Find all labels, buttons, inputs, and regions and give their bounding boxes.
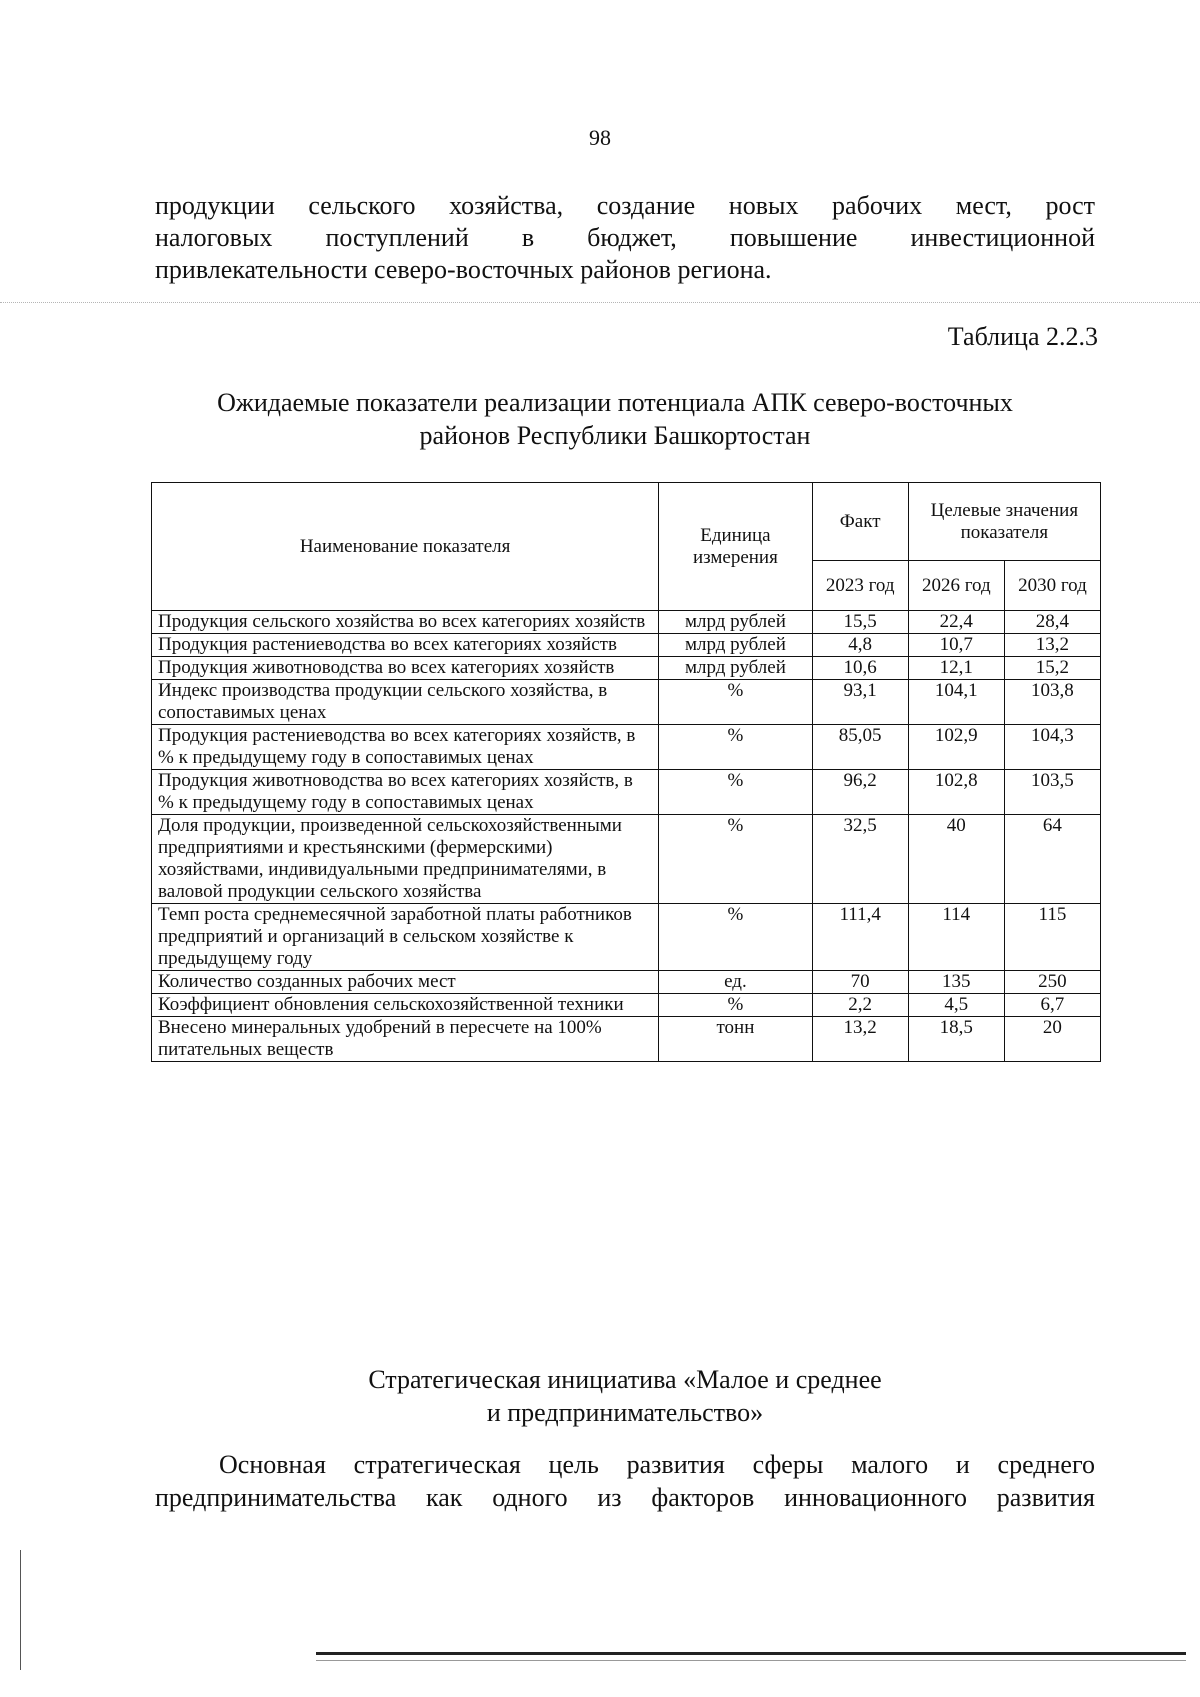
value-2026: 102,9	[908, 725, 1004, 770]
table-title-line: Ожидаемые показатели реализации потенциала АПК северо-восточных	[217, 388, 1013, 417]
value-2023: 2,2	[812, 994, 908, 1017]
table-row	[152, 680, 1101, 725]
value-2026: 102,8	[908, 770, 1004, 815]
header-name: Наименование показателя	[152, 483, 659, 611]
value-2023: 93,1	[812, 680, 908, 725]
indicator-name: Продукция сельского хозяйства во всех категориях хозяйств	[152, 611, 659, 634]
body-paragraph	[155, 1448, 1095, 1514]
value-2030: 103,5	[1004, 770, 1100, 815]
table-row	[152, 971, 1101, 994]
indicator-unit: %	[659, 725, 812, 770]
table-row	[152, 815, 1101, 904]
value-2026: 4,5	[908, 994, 1004, 1017]
indicator-unit: %	[659, 770, 812, 815]
indicator-name: Продукция животноводства во всех категориях хозяйств, в % к предыдущему году в сопоставимых ценах	[152, 770, 659, 815]
value-2026: 114	[908, 904, 1004, 971]
section-title-line: Стратегическая инициатива «Малое и среднее	[368, 1365, 882, 1394]
intro-line: привлекательности северо-восточных районов региона.	[155, 255, 772, 284]
value-2023: 10,6	[812, 657, 908, 680]
table-row	[152, 1017, 1101, 1062]
indicator-unit: млрд рублей	[659, 657, 812, 680]
value-2030: 15,2	[1004, 657, 1100, 680]
value-2026: 22,4	[908, 611, 1004, 634]
indicator-unit: %	[659, 815, 812, 904]
value-2030: 115	[1004, 904, 1100, 971]
table-row	[152, 770, 1101, 815]
indicator-name: Внесено минеральных удобрений в пересчете на 100% питательных веществ	[152, 1017, 659, 1062]
value-2023: 96,2	[812, 770, 908, 815]
value-2030: 250	[1004, 971, 1100, 994]
header-unit: Единица измерения	[659, 483, 812, 611]
table-row	[152, 657, 1101, 680]
table-row	[152, 994, 1101, 1017]
intro-line: налоговых поступлений в бюджет, повышение инвестиционной	[155, 223, 1095, 252]
intro-line: продукции сельского хозяйства, создание новых рабочих мест, рост	[155, 191, 1095, 220]
value-2026: 12,1	[908, 657, 1004, 680]
table-title	[150, 386, 1080, 452]
value-2023: 13,2	[812, 1017, 908, 1062]
value-2026: 10,7	[908, 634, 1004, 657]
value-2030: 13,2	[1004, 634, 1100, 657]
indicator-name: Темп роста среднемесячной заработной платы работников предприятий и организаций в сельском хозяйстве к предыдущему году	[152, 904, 659, 971]
value-2023: 111,4	[812, 904, 908, 971]
header-fact: Факт	[812, 483, 908, 561]
indicator-unit: тонн	[659, 1017, 812, 1062]
table-row	[152, 611, 1101, 634]
indicators-table	[151, 482, 1101, 1062]
scan-bottom-edge-thin	[316, 1660, 1186, 1661]
indicator-unit: %	[659, 680, 812, 725]
header-year-2023: 2023 год	[812, 561, 908, 611]
value-2030: 28,4	[1004, 611, 1100, 634]
page-number: 98	[589, 125, 611, 150]
table-row	[152, 904, 1101, 971]
header-target: Целевые значения показателя	[908, 483, 1100, 561]
value-2026: 18,5	[908, 1017, 1004, 1062]
header-year-2026: 2026 год	[908, 561, 1004, 611]
table-label: Таблица 2.2.3	[947, 322, 1098, 351]
indicator-name: Индекс производства продукции сельского хозяйства, в сопоставимых ценах	[152, 680, 659, 725]
value-2030: 64	[1004, 815, 1100, 904]
indicator-name: Продукция растениеводства во всех категориях хозяйств	[152, 634, 659, 657]
indicator-name: Продукция животноводства во всех категориях хозяйств	[152, 657, 659, 680]
value-2026: 40	[908, 815, 1004, 904]
scan-margin-line	[20, 1550, 21, 1670]
indicator-unit: %	[659, 994, 812, 1017]
indicator-unit: млрд рублей	[659, 634, 812, 657]
paragraph-line: предпринимательства как одного из факторов инновационного развития	[155, 1483, 1095, 1512]
section-title-line: и предпринимательство»	[486, 1398, 764, 1427]
value-2026: 135	[908, 971, 1004, 994]
scan-artifact-line	[0, 302, 1200, 303]
value-2023: 85,05	[812, 725, 908, 770]
intro-paragraph	[155, 190, 1095, 286]
table-row	[152, 634, 1101, 657]
value-2023: 4,8	[812, 634, 908, 657]
section-title	[150, 1363, 1100, 1429]
value-2030: 103,8	[1004, 680, 1100, 725]
header-year-2030: 2030 год	[1004, 561, 1100, 611]
value-2023: 32,5	[812, 815, 908, 904]
value-2030: 6,7	[1004, 994, 1100, 1017]
value-2030: 20	[1004, 1017, 1100, 1062]
value-2023: 70	[812, 971, 908, 994]
indicator-name: Коэффициент обновления сельскохозяйственной техники	[152, 994, 659, 1017]
table-row	[152, 725, 1101, 770]
indicator-unit: ед.	[659, 971, 812, 994]
value-2030: 104,3	[1004, 725, 1100, 770]
indicator-unit: %	[659, 904, 812, 971]
table-body	[152, 611, 1101, 1062]
indicator-name: Продукция растениеводства во всех категориях хозяйств, в % к предыдущему году в сопоставимых ценах	[152, 725, 659, 770]
indicator-name: Доля продукции, произведенной сельскохозяйственными предприятиями и крестьянскими (фермерскими) хозяйствами, индивидуальными предпринимателями, в валовой продукции сельского хозяйства	[152, 815, 659, 904]
indicator-unit: млрд рублей	[659, 611, 812, 634]
table-title-line: районов Республики Башкортостан	[419, 421, 811, 450]
indicator-name: Количество созданных рабочих мест	[152, 971, 659, 994]
value-2026: 104,1	[908, 680, 1004, 725]
value-2023: 15,5	[812, 611, 908, 634]
scan-bottom-edge	[316, 1652, 1186, 1655]
paragraph-line: Основная стратегическая цель развития сферы малого и среднего	[219, 1450, 1095, 1479]
